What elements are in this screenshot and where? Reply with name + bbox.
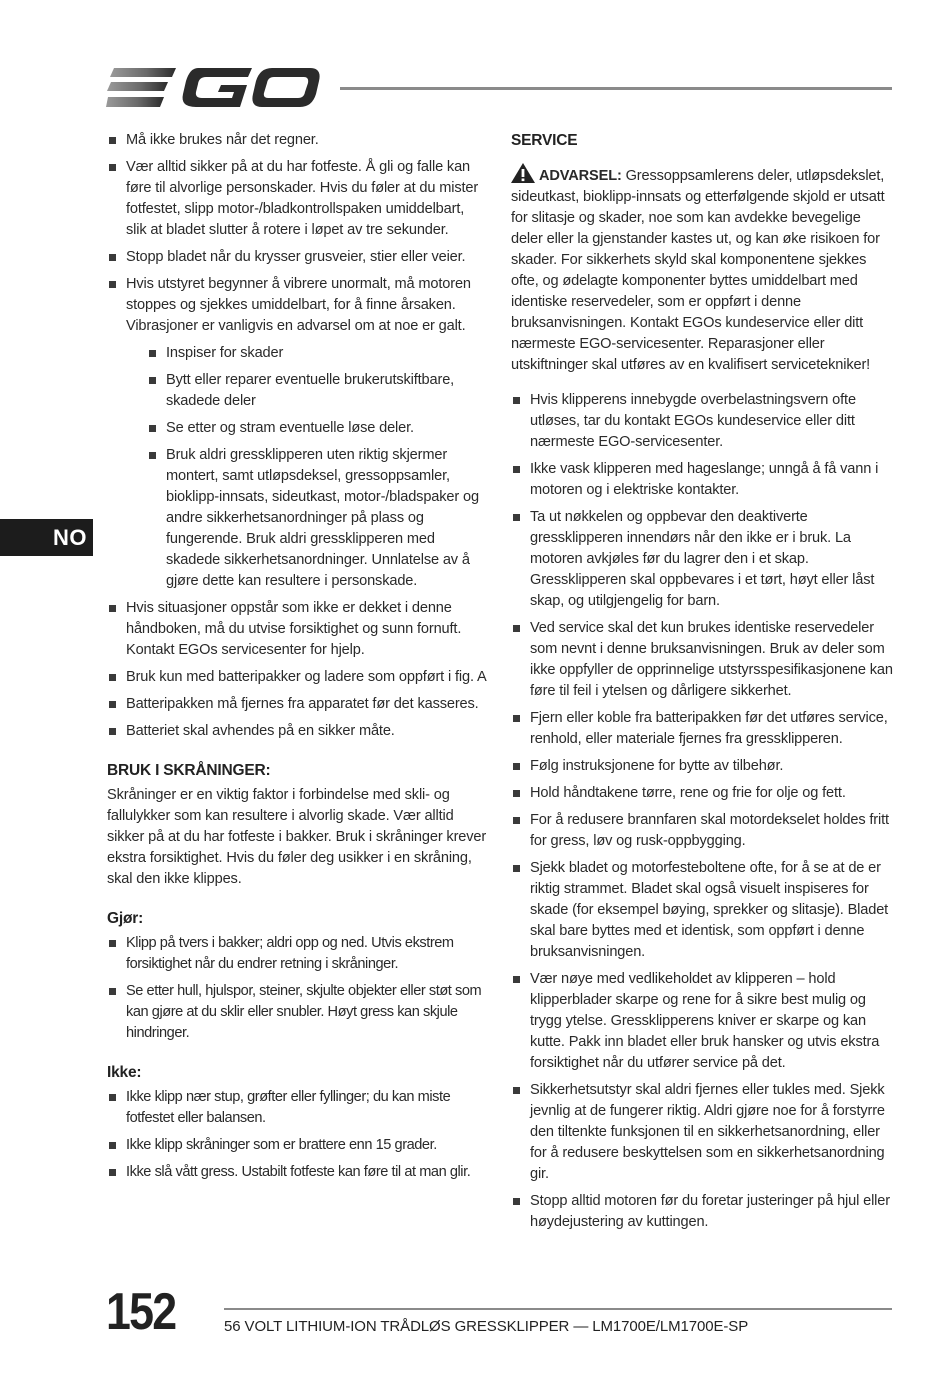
service-list: [511, 390, 895, 1233]
list-item-text: Hvis utstyret begynner å vibrere unormalt, må motoren stoppes og sjekkes umiddelbart, for å finne årsaken. Vibrasjoner er vanligvis en advarsel om at noe er galt.: [126, 276, 471, 334]
list-item: Klipp på tvers i bakker; aldri opp og ned. Utvis ekstrem forsiktighet når du endrer retning i skråninger.: [107, 933, 487, 975]
do-list: [107, 933, 487, 1044]
left-column: [107, 130, 487, 1189]
list-item: Sjekk bladet og motorfesteboltene ofte, for å se at de er riktig strammet. Bladet skal også visuelt inspiseres for skade (for eksempel bøying, sprekker og slitasje). Bladet skal bare byttes med et identisk, som oppført i denne bruksanvisningen.: [511, 858, 895, 963]
dont-heading: Ikke:: [107, 1064, 142, 1081]
footer-rule: [224, 1308, 892, 1310]
list-item: Ikke klipp skråninger som er brattere enn 15 grader.: [107, 1135, 487, 1156]
slopes-heading: BRUK I SKRÅNINGER:: [107, 762, 271, 779]
list-item: Batteriet skal avhendes på en sikker måte.: [107, 721, 487, 742]
list-item: Sikkerhetsutstyr skal aldri fjernes eller tukles med. Sjekk jevnlig at de fungerer riktig. Aldri gjøre noe for å forstyrre den tiltenkte funksjonen til en sikkerhetsanordning, eller for å redusere beskyttelsen som en sikkerhetsanordning gir.: [511, 1080, 895, 1185]
ego-logo: [106, 62, 320, 112]
list-item: Ikke klipp nær stup, grøfter eller fyllinger; du kan miste fotfestet eller balansen.: [107, 1087, 487, 1129]
header-rule: [340, 87, 892, 90]
list-item: Ta ut nøkkelen og oppbevar den deaktiverte gressklipperen innendørs når den ikke er i bruk. La motoren avkjøles før du lagrer den i et skap. Gressklipperen skal oppbevares i et tørt, høyt eller låst skap, og utilgjengelig for barn.: [511, 507, 895, 612]
sub-list-item: Bruk aldri gressklipperen uten riktig skjermer montert, samt utløpsdeksel, gressoppsamler, bioklipp-innsats, sideutkast, motor-/bladspaker og andre sikkerhetsanordninger på plass og fungerende. Bruk aldri gressklipperen med skadede sikkerhetsanordninger. Unnlatelse av å gjøre dette kan resultere i personskade.: [147, 445, 487, 592]
list-item: Ikke vask klipperen med hageslange; unngå å få vann i motoren og i elektriske kontakter.: [511, 459, 895, 501]
list-item: Må ikke brukes når det regner.: [107, 130, 487, 151]
list-item: Batteripakken må fjernes fra apparatet før det kasseres.: [107, 694, 487, 715]
list-item: Stopp bladet når du krysser grusveier, stier eller veier.: [107, 247, 487, 268]
dont-list: [107, 1087, 487, 1183]
warning-label: ADVARSEL:: [539, 168, 622, 184]
list-item: Fjern eller koble fra batteripakken før det utføres service, renhold, eller materiale fjernes fra gressklipperen.: [511, 708, 895, 750]
sub-list-item: Se etter og stram eventuelle løse deler.: [147, 418, 487, 439]
language-tab: NO: [0, 519, 93, 556]
sub-list-item: Inspiser for skader: [147, 343, 487, 364]
page-number: 152: [106, 1283, 176, 1341]
warning-block: [511, 163, 895, 376]
list-item: Hvis klipperens innebygde overbelastningsvern ofte utløses, tar du kontakt EGOs kundeservice eller ditt nærmeste EGO-servicesenter.: [511, 390, 895, 453]
do-heading: Gjør:: [107, 910, 144, 927]
list-item: Hvis situasjoner oppstår som ikke er dekket i denne håndboken, må du utvise forsiktighet og sunn fornuft. Kontakt EGOs servicesenter for hjelp.: [107, 598, 487, 661]
list-item: Stopp alltid motoren før du foretar justeringer på hjul eller høydejustering av kuttingen.: [511, 1191, 895, 1233]
list-item: Ved service skal det kun brukes identiske reservedeler som nevnt i denne bruksanvisningen. Bruk av deler som ikke oppfyller de opprinnelige utstyrsspesifikasjonene kan føre til feil i ytelsen og dårligere sikkerhet.: [511, 618, 895, 702]
list-item: Se etter hull, hjulspor, steiner, skjulte objekter eller støt som kan gjøre at du sklir eller snubler. Høyt gress kan skjule hindringer.: [107, 981, 487, 1044]
warning-triangle-icon: [511, 163, 535, 183]
sub-list-item: Bytt eller reparer eventuelle brukerutskiftbare, skadede deler: [147, 370, 487, 412]
slopes-text: Skråninger er en viktig faktor i forbindelse med skli- og fallulykker som kan resultere i alvorlig skade. Vær alltid sikker på at du har fotfeste i bakker. Bruk i skråninger krever ekstra forsiktighet. Hvis du føler deg usikker i en skråning, skal den ikke klippes.: [107, 787, 487, 887]
list-item: [107, 274, 487, 592]
list-item: Vær nøye med vedlikeholdet av klipperen – hold klipperblader skarpe og rene for å sikre best mulig og trygg ytelse. Gressklipperens kniver er skarpe og kan kutte. Pakk inn bladet eller bruk hansker og utvis ekstra forsiktighet når du utfører service på det.: [511, 969, 895, 1074]
list-item: Bruk kun med batteripakker og ladere som oppført i fig. A: [107, 667, 487, 688]
service-heading: SERVICE: [511, 132, 578, 149]
safety-list: [107, 130, 487, 742]
footer-title: 56 VOLT LITHIUM-ION TRÅDLØS GRESSKLIPPER — LM1700E/LM1700E-SP: [224, 1318, 749, 1335]
list-item: Hold håndtakene tørre, rene og frie for olje og fett.: [511, 783, 895, 804]
right-column: [511, 130, 895, 1239]
list-item: Vær alltid sikker på at du har fotfeste. Å gli og falle kan føre til alvorlige personskader. Hvis du føler at du mister fotfestet, slipp motor-/bladkontrollspaken umiddelbart, slik at bladet slutter å rotere i løpet av tre sekunder.: [107, 157, 487, 241]
list-item: For å redusere brannfaren skal motordekselet holdes fritt for gress, løv og rusk-oppbygging.: [511, 810, 895, 852]
list-item: Følg instruksjonene for bytte av tilbehør.: [511, 756, 895, 777]
sub-list: [126, 343, 487, 592]
warning-text: Gressoppsamlerens deler, utløpsdekslet, sideutkast, bioklipp-innsats og etterfølgende skjold er utsatt for slitasje og skader, noe som kan avdekke bevegelige deler eller la gjenstander kastes ut, og kan øke risikoen for skader. For sikkerhets skyld skal komponentene sjekkes ofte, og ødelagte komponenter byttes umiddelbart med identiske reservedeler, som er oppført i denne bruksanvisningen. Kontakt EGOs kundeservice eller ditt nærmeste EGO-servicesenter. Reparasjoner eller utskiftninger skal utføres av en kvalifisert servicetekniker!: [511, 168, 885, 373]
list-item: Ikke slå vått gress. Ustabilt fotfeste kan føre til at man glir.: [107, 1162, 487, 1183]
